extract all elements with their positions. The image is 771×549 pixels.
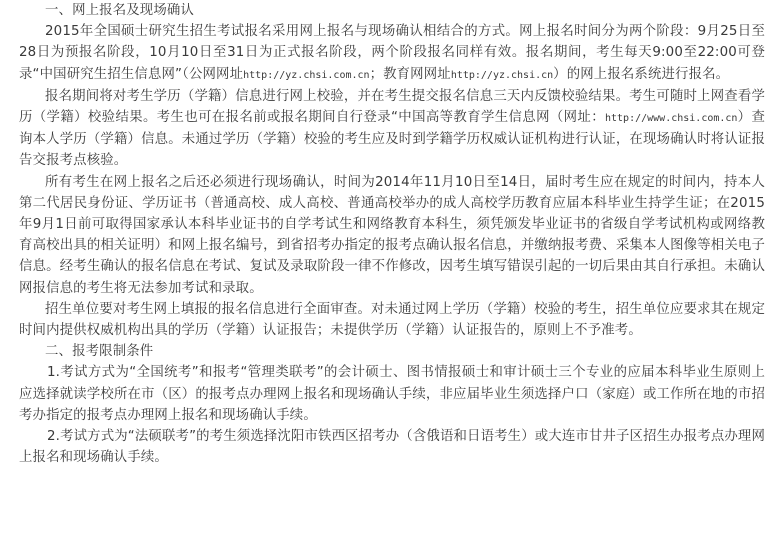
- paragraph-onsite-confirmation: 所有考生在网上报名之后还必须进行现场确认，时间为2014年11月10日至14日，届时考生应在规定的时间内，持本人第二代居民身份证、学历证书（普通高校、成人高校、普通高校举办的成人高校学历教育应届本科毕业生持学生证；在2015年9月1日前可取得国家承认本科毕业证书的自学考试生和网络教育本科生，须凭颁发毕业证书的省级自学考试机构或网络教育高校出具的相关证明）和网上报名编号，到省招考办指定的报考点确认报名信息，并缴纳报考费、采集本人图像等相关电子信息。经考生确认的报名信息在考试、复试及录取阶段一律不作修改，因考生填写错误引起的一切后果由其自行承担。未确认网报信息的考生将无法参加考试和录取。: [19, 174, 765, 296]
- public-url-link[interactable]: http://yz.chsi.com.cn: [243, 69, 370, 81]
- paragraph-text: ）的网上报名系统进行报名。: [553, 66, 730, 82]
- edu-url-link[interactable]: http://yz.chsi.cn: [450, 69, 554, 81]
- paragraph-education-check: [19, 86, 765, 172]
- section-heading-restrictions: 二、报考限制条件: [45, 344, 154, 360]
- paragraph-text: ）查询本人学历（学籍）信息。未通过学历（学籍）校验的考生应及时到学籍学历权威认证机构进行认证，在现场确认时将认证报告交报考点核验。: [19, 110, 765, 169]
- paragraph-registration-method: [19, 21, 765, 86]
- paragraph-review: 招生单位要对考生网上填报的报名信息进行全面审查。对未通过网上学历（学籍）校验的考生，招生单位应要求其在规定时间内提供权威机构出具的学历（学籍）认证报告；未提供学历（学籍）认证报告的，原则上不予准考。: [19, 301, 765, 339]
- chsi-url-link[interactable]: http://www.chsi.com.cn: [604, 113, 738, 125]
- restriction-item-2: 2.考试方式为“法硕联考”的考生须选择沈阳市铁西区招考办（含俄语和日语考生）或大连市甘井子区招生办报考点办理网上报名和现场确认手续。: [19, 429, 765, 466]
- section-heading-registration: 一、网上报名及现场确认: [45, 3, 194, 18]
- paragraph-text: ；教育网网址: [369, 66, 451, 82]
- paragraph-text: 2015年全国硕士研究生招生考试报名采用网上报名与现场确认相结合的方式。网上报名时间分为两个阶段：9月25日至28日为预报名阶段，10月10日至31日为正式报名阶段，两个阶段报名同样有效。报名期间，考生每天9:00至22:00可登录“中国研究生招生信息网”（公网网址: [19, 24, 765, 82]
- top-edge: [0, 0, 771, 3]
- restriction-item-1: 1.考试方式为“全国统考”和报考“管理类联考”的会计硕士、图书情报硕士和审计硕士三个专业的应届本科毕业生原则上应选择就读学校所在市（区）的报考点办理网上报名和现场确认手续，非应届毕业生须选择户口（家庭）或工作所在地的市招考办指定的报考点办理网上报名和现场确认手续。: [19, 365, 765, 423]
- paragraph-text: 报名期间将对考生学历（学籍）信息进行网上校验，并在考生提交报名信息三天内反馈校验结果。考生可随时上网查看学历（学籍）校验结果。考生也可在报名前或报名期间自行登录“中国高等教育学生信息网（网址：: [19, 88, 765, 126]
